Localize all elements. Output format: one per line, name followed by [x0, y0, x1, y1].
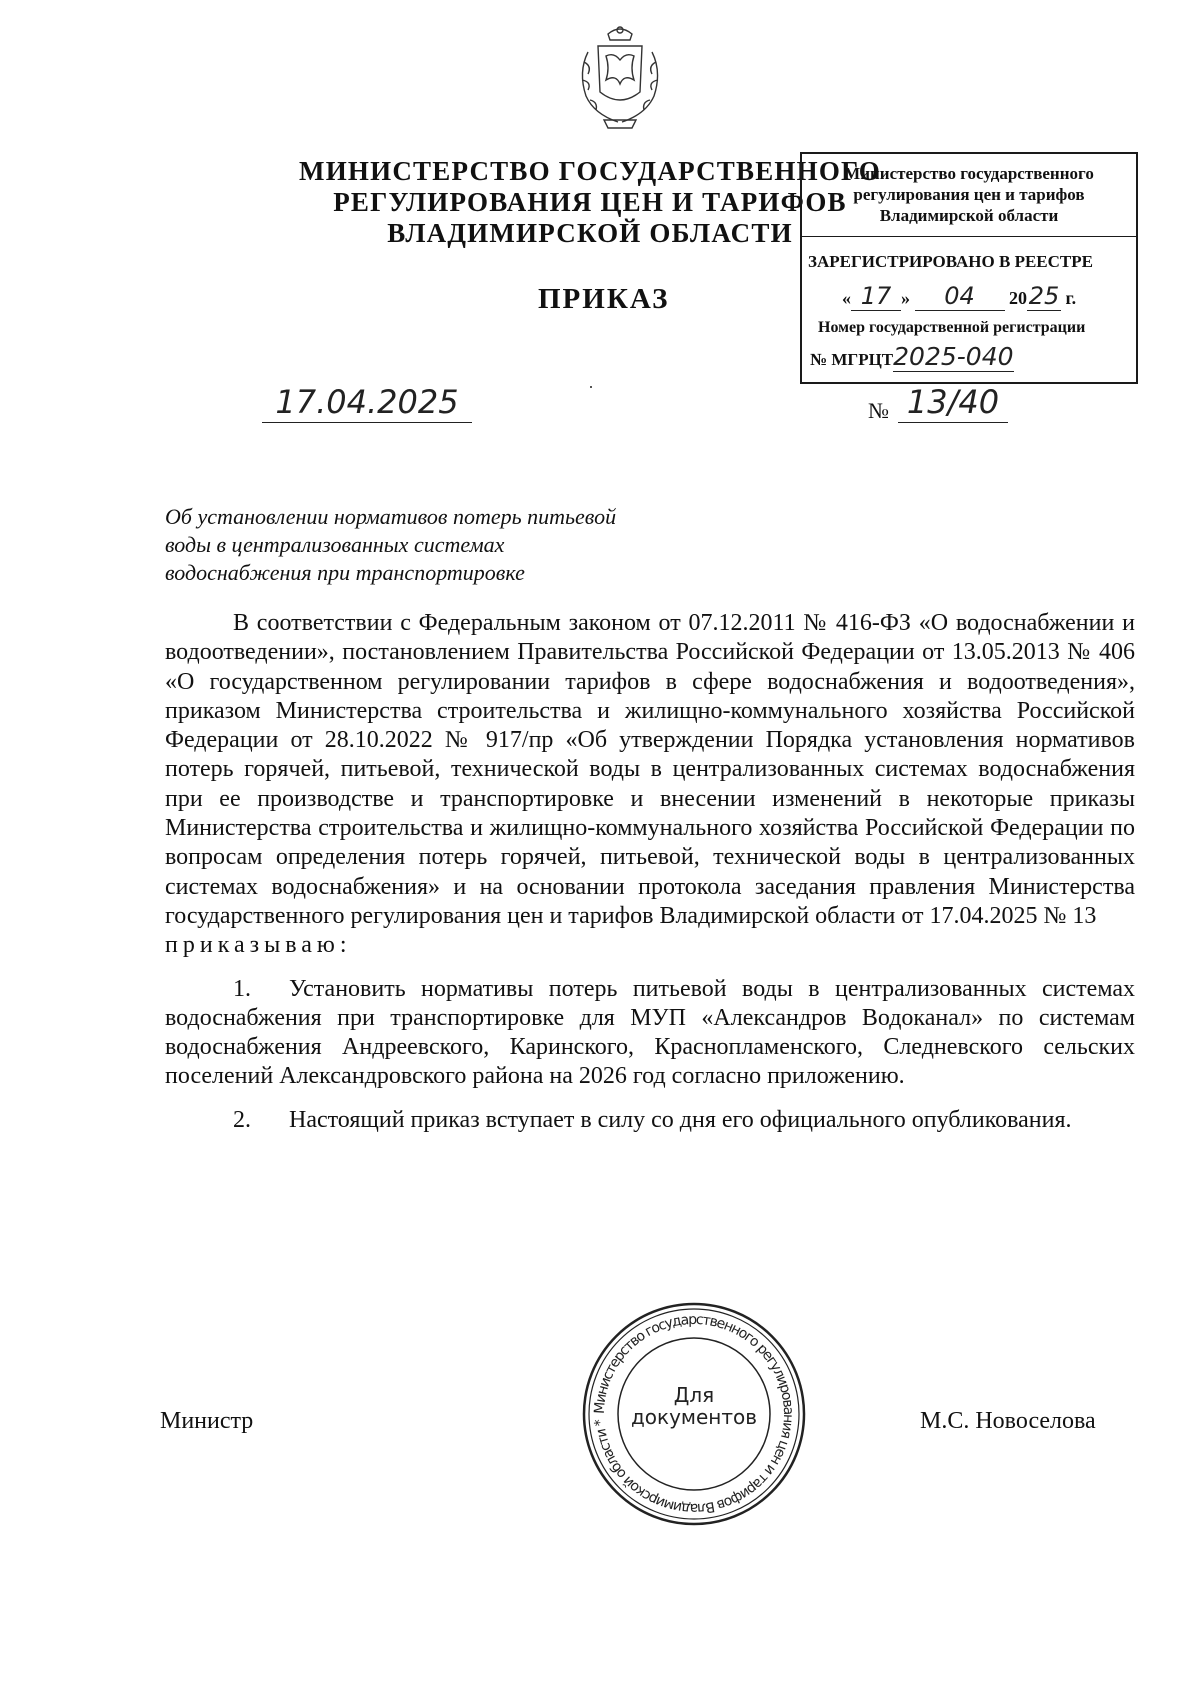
stamp-registration-date: « 17 » 04 2025 г. — [842, 282, 1077, 310]
stamp-registration-number — [810, 342, 1014, 371]
order-item-1 — [165, 975, 1135, 1092]
document-subject — [165, 503, 685, 587]
signatory-position: Министр — [160, 1408, 254, 1434]
document-body — [165, 609, 1135, 1135]
preamble-text: В соответствии с Федеральным законом от 07.12.2011 № 416-ФЗ «О водоснабжении и водоотведении», постановлением Правительства Российской Федерации от 13.05.2013 № 406 «О государственном регулировании тарифов в сфере водоснабжения и водоотведения», приказом Министерства строительства и жилищно-коммунального хозяйства Российской Федерации от 28.10.2022 № 917/пр «Об утверждении Порядка установления нормативов потерь горячей, питьевой, технической воды в централизованных системах водоснабжения при ее производстве и транспортировке и внесении изменений в некоторые приказы Министерства строительства и жилищно-коммунального хозяйства Российской Федерации по вопросам определения потерь горячей, питьевой, технической воды в централизованных системах водоснабжения» и на основании протокола заседания правления Министерства государственного регулирования цен и тарифов Владимирской области от 17.04.2025 № 13 — [165, 610, 1135, 929]
seal-center-text — [580, 1384, 808, 1428]
stamp-org-line-2: регулирования цен и тарифов — [853, 185, 1085, 204]
ministry-name-line-2: РЕГУЛИРОВАНИЯ ЦЕН И ТАРИФОВ — [333, 187, 847, 217]
coat-of-arms-emblem — [568, 22, 672, 134]
seal-center-line-2: документов — [630, 1405, 758, 1429]
ministry-name-line-1: МИНИСТЕРСТВО ГОСУДАРСТВЕННОГО — [299, 156, 881, 186]
preamble-paragraph — [165, 609, 1135, 961]
stamp-year-unit: г. — [1065, 288, 1077, 308]
order-item-number: 1. — [233, 975, 251, 1002]
seal-ring-text: Министерство государственного регулирования цен и тарифов Владимирской области * — [591, 1311, 797, 1517]
document-number: 13/40 — [898, 382, 1008, 423]
registration-stamp — [800, 152, 1138, 384]
stamp-number-prefix: № МГРЦТ — [810, 350, 894, 369]
stamp-year-suffix: 25 — [1028, 282, 1060, 310]
stamp-number-label: Номер государственной регистрации — [818, 319, 1086, 336]
stamp-registered-label: ЗАРЕГИСТРИРОВАНО В РЕЕСТРЕ — [808, 252, 1093, 271]
order-item-number: 2. — [233, 1106, 251, 1133]
stamp-org-line-3: Владимирской области — [879, 206, 1059, 225]
document-type-title: ПРИКАЗ — [538, 283, 670, 315]
document-date: 17.04.2025 — [262, 382, 472, 423]
stamp-number-value: 2025-040 — [893, 342, 1014, 371]
order-item-2 — [165, 1106, 1135, 1135]
stamp-org-line-1: Министерство государственного — [844, 164, 1094, 183]
ministry-name-line-3: ВЛАДИМИРСКОЙ ОБЛАСТИ — [387, 218, 793, 248]
stamp-month: 04 — [915, 282, 1005, 311]
order-item-text: Настоящий приказ вступает в силу со дня его официального опубликования. — [289, 1106, 1072, 1133]
seal-center-line-1: Для — [673, 1383, 715, 1407]
order-word: приказываю: — [165, 932, 352, 959]
stamp-year-prefix: 20 — [1009, 288, 1027, 308]
document-number-label: № — [868, 398, 889, 423]
signatory-name: М.С. Новоселова — [920, 1408, 1096, 1434]
subject-line-2: воды в централизованных системах — [165, 532, 505, 557]
scan-dot — [590, 386, 592, 388]
stamp-divider — [802, 236, 1136, 237]
subject-line-3: водоснабжения при транспортировке — [165, 560, 525, 585]
order-item-text: Установить нормативы потерь питьевой воды в централизованных системах водоснабжения при транспортировке для МУП «Александров Водоканал» по системам водоснабжения Андреевского, Каринского, Краснопламенского, Следневского сельских поселений Александровского района на 2026 год согласно приложению. — [165, 975, 1135, 1090]
stamp-day: 17 — [851, 282, 901, 311]
subject-line-1: Об установлении нормативов потерь питьевой — [165, 504, 617, 529]
